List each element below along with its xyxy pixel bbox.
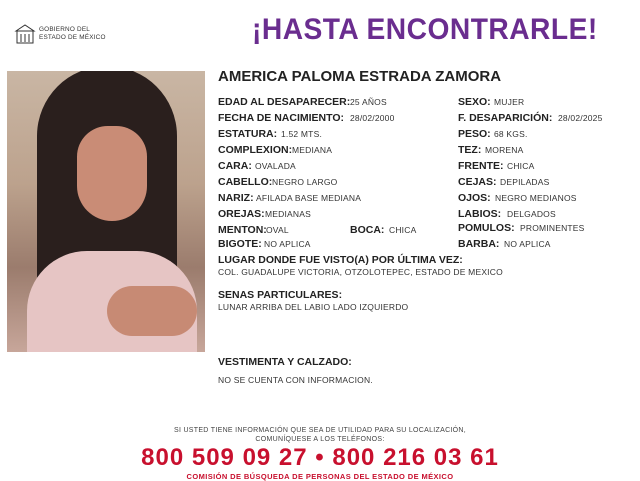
logo-line1: GOBIERNO DEL	[39, 26, 91, 33]
nose-label: NARIZ:	[218, 192, 254, 204]
eyebrows-label: CEJAS:	[458, 176, 497, 188]
cheekbones-value: PROMINENTES	[520, 223, 585, 233]
weight-value: 68 KGS.	[494, 129, 528, 139]
mustache-value: NO APLICA	[264, 239, 311, 249]
age-label: EDAD AL DESAPARECER:	[218, 96, 351, 108]
birthdate-label: FECHA DE NACIMIENTO:	[218, 112, 344, 124]
disappearance-date-label: F. DESAPARICIÓN:	[458, 112, 553, 124]
build-label: COMPLEXION:	[218, 144, 293, 156]
weight-label: PESO:	[458, 128, 491, 140]
logo-line2: ESTADO DE MÉXICO	[39, 34, 106, 41]
cheekbones-label: POMULOS:	[458, 222, 515, 234]
last-seen-value: COL. GUADALUPE VICTORIA, OTZOLOTEPEC, ESTADO DE MEXICO	[218, 267, 503, 277]
nose-value: AFILADA BASE MEDIANA	[256, 193, 362, 203]
hair-label: CABELLO:	[218, 176, 273, 188]
eyebrows-value: DEPILADAS	[500, 177, 550, 187]
missing-person-photo	[7, 71, 205, 352]
mouth-value: CHICA	[389, 225, 417, 235]
sex-value: MUJER	[494, 97, 525, 107]
disappearance-date-value: 28/02/2025	[558, 113, 603, 123]
forehead-label: FRENTE:	[458, 160, 504, 172]
mouth-label: BOCA:	[350, 224, 385, 236]
last-seen-label: LUGAR DONDE FUE VISTO(A) POR ÚLTIMA VEZ:	[218, 254, 463, 266]
phone-numbers[interactable]: 800 509 09 27 • 800 216 03 61	[141, 444, 499, 471]
forehead-value: CHICA	[507, 161, 535, 171]
face-label: CARA:	[218, 160, 252, 172]
marks-value: LUNAR ARRIBA DEL LABIO LADO IZQUIERDO	[218, 302, 409, 312]
eyes-label: OJOS:	[458, 192, 491, 204]
sex-label: SEXO:	[458, 96, 491, 108]
marks-label: SENAS PARTICULARES:	[218, 289, 343, 301]
height-value: 1.52 MTS.	[281, 129, 323, 139]
face-value: OVALADA	[255, 161, 296, 171]
lips-value: DELGADOS	[507, 209, 556, 219]
info-line1: SI USTED TIENE INFORMACIÓN QUE SEA DE UTILIDAD PARA SU LOCALIZACIÓN,	[173, 427, 467, 434]
commission-name: COMISIÓN DE BÚSQUEDA DE PERSONAS DEL ESTADO DE MÉXICO	[186, 472, 454, 481]
height-label: ESTATURA:	[218, 128, 278, 140]
ears-value: MEDIANAS	[265, 209, 311, 219]
clothing-value: NO SE CUENTA CON INFORMACION.	[218, 375, 373, 385]
ears-label: OREJAS:	[218, 208, 265, 220]
birthdate-value: 28/02/2000	[350, 113, 395, 123]
beard-label: BARBA:	[458, 238, 500, 250]
age-value: 25 AÑOS	[350, 97, 387, 107]
info-line2: COMUNÍQUESE A LOS TELÉFONOS:	[255, 436, 385, 443]
skin-value: MORENA	[485, 145, 524, 155]
state-seal-icon	[14, 23, 36, 45]
clothing-label: VESTIMENTA Y CALZADO:	[218, 356, 352, 368]
lips-label: LABIOS:	[458, 208, 502, 220]
chin-value: OVAL	[266, 225, 289, 235]
headline: ¡HASTA ENCONTRARLE!	[252, 13, 598, 46]
beard-value: NO APLICA	[504, 239, 551, 249]
skin-label: TEZ:	[458, 144, 482, 156]
hair-value: NEGRO LARGO	[272, 177, 338, 187]
mustache-label: BIGOTE:	[218, 238, 262, 250]
eyes-value: NEGRO MEDIANOS	[495, 193, 577, 203]
build-value: MEDIANA	[292, 145, 333, 155]
person-name: AMERICA PALOMA ESTRADA ZAMORA	[218, 68, 502, 85]
government-logo	[14, 22, 114, 48]
chin-label: MENTON:	[218, 224, 267, 236]
